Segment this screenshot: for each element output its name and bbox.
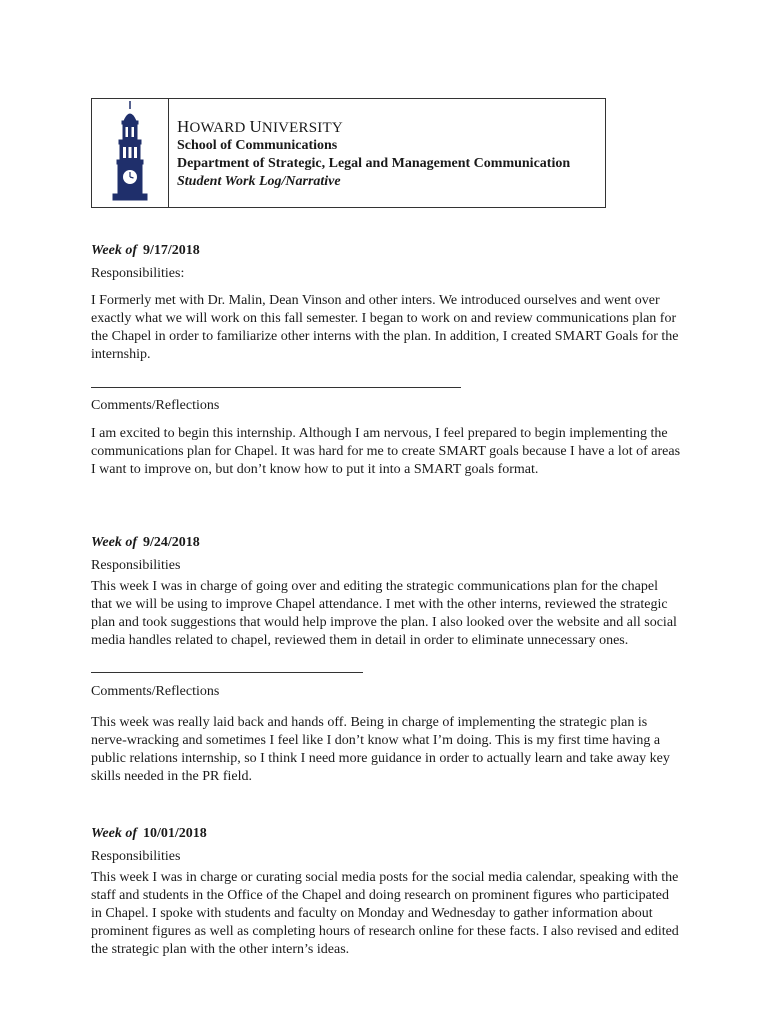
week-heading: Week of 10/01/2018 (91, 826, 207, 841)
letterhead-text (169, 99, 570, 207)
divider-line (91, 387, 461, 388)
week-entry-3 (91, 825, 681, 959)
responsibilities-label: Responsibilities: (91, 266, 185, 281)
responsibilities-label: Responsibilities (91, 558, 181, 573)
divider-line (91, 672, 363, 673)
letterhead (91, 98, 606, 208)
university-name: HOWARD UNIVERSITY (177, 117, 343, 136)
week-heading: Week of 9/24/2018 (91, 535, 200, 550)
logo-cell (92, 99, 169, 207)
week-entry-2 (91, 534, 681, 786)
comments-label: Comments/Reflections (91, 398, 220, 413)
document-type: Student Work Log/Narrative (177, 174, 341, 189)
department-name: Department of Strategic, Legal and Management Communication (177, 156, 571, 171)
responsibilities-text: This week I was in charge or curating social media posts for the social media calendar, speaking with the staff and students in the Office of the Chapel and doing research on prominent figures who participated in Chapel. I spoke with students and faculty on Monday and Wednesday to gather information about prominent figures as well as completing hours of research online for these facts. I also revised and edited the strategic plan with the other intern’s ideas. (91, 870, 679, 957)
responsibilities-text: I Formerly met with Dr. Malin, Dean Vinson and other inters. We introduced ourselves and went over exactly what we will work on this fall semester. I began to work on and review communications plan for the Chapel in order to familiarize other interns with the plan. In addition, I created SMART Goals for the internship. (91, 293, 679, 362)
comments-text: I am excited to begin this internship. Although I am nervous, I feel prepared to begin implementing the communications plan for Chapel. It was hard for me to create SMART goals because I have a lot of areas I want to improve on, but don’t know how to put it into a SMART goals format. (91, 426, 681, 477)
clock-tower-logo (106, 99, 154, 207)
school-name: School of Communications (177, 138, 338, 153)
week-entry-1 (91, 242, 681, 479)
responsibilities-label: Responsibilities (91, 849, 181, 864)
comments-text: This week was really laid back and hands off. Being in charge of implementing the strategic plan is nerve-wracking and sometimes I feel like I don’t know what I’m doing. This is my first time having a public relations internship, so I think I need more guidance in order to actually learn and take away key skills needed in the PR field. (91, 715, 670, 784)
comments-label: Comments/Reflections (91, 684, 220, 699)
week-heading: Week of 9/17/2018 (91, 243, 200, 258)
responsibilities-text: This week I was in charge of going over and editing the strategic communications plan for the chapel that we will be using to improve Chapel attendance. I met with the other interns, reviewed the strategic plan and took suggestions that would help improve the plan. I also looked over the website and all social media handles related to chapel, reviewed them in detail in order to eliminate unnecessary ones. (91, 579, 677, 648)
